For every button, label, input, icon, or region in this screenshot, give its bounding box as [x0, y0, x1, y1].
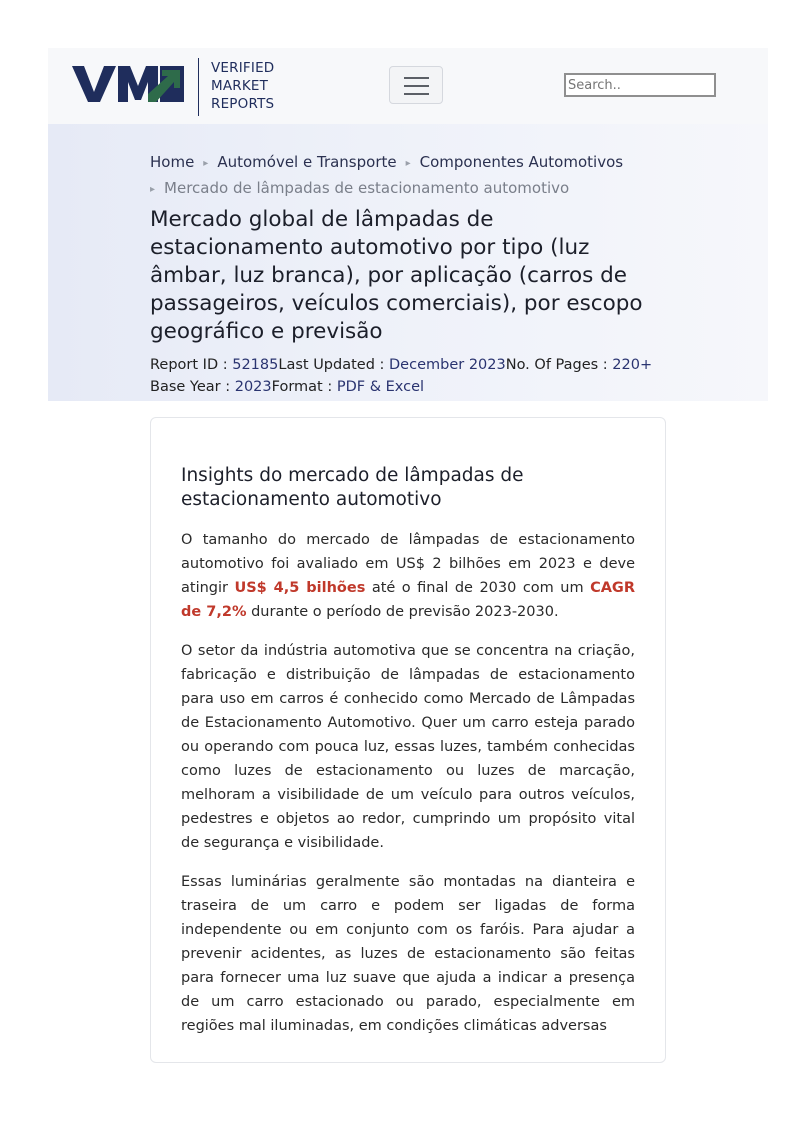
cagr-highlight: CAGR de 7,2%: [181, 580, 635, 620]
brand-wordmark: [211, 59, 274, 113]
format-value: PDF & Excel: [336, 379, 425, 395]
breadcrumb-subcategory[interactable]: Componentes Automotivos: [419, 153, 624, 171]
insights-heading: Insights do mercado de lâmpadas de estacionamento automotivo: [181, 465, 524, 510]
report-hero: [48, 124, 768, 401]
brand-line-3: REPORTS: [211, 96, 275, 112]
report-id-label: Report ID :: [150, 357, 233, 373]
hamburger-icon-bar: [404, 85, 429, 87]
brand-line-2: MARKET: [211, 78, 269, 94]
last-updated-value: December 2023: [389, 357, 506, 373]
insights-body: [181, 528, 635, 1053]
p1-text-c: durante o período de previsão 2023-2030.: [246, 604, 559, 620]
logo-divider: [198, 58, 199, 116]
report-meta: [150, 354, 670, 398]
search-input[interactable]: [564, 73, 716, 97]
report-id-value: 52185: [232, 357, 279, 373]
format-label: Format :: [271, 379, 337, 395]
p1-text-a: O tamanho do mercado de lâmpadas de estacionamento automotivo foi avaliado em US$ 2 bilhões em 2023 e deve atingir: [181, 532, 635, 596]
chevron-right-icon: ▸: [405, 158, 411, 169]
brand-logo[interactable]: [72, 58, 292, 116]
last-updated-label: Last Updated :: [278, 357, 390, 373]
site-header: [48, 48, 768, 125]
insights-paragraph-2: O setor da indústria automotiva que se concentra na criação, fabricação e distribuição de lâmpadas de estacionamento para uso em carros é conhecido como Mercado de Lâmpadas de Estacionamento Automotivo. Quer um carro esteja parado ou operando com pouca luz, essas luzes, também conhecidas como luzes de estacionamento ou luzes de marcação, melhoram a visibilidade de um veículo para outros veículos, pedestres e objetos ao redor, cumprindo um propósito vital de segurança e visibilidade.: [181, 643, 635, 851]
breadcrumb-current: Mercado de lâmpadas de estacionamento automotivo: [164, 179, 570, 197]
hamburger-icon: [404, 77, 429, 79]
pages-value: 220+: [612, 357, 653, 373]
page-title: Mercado global de lâmpadas de estacionamento automotivo por tipo (luz âmbar, luz branca), por aplicação (carros de passageiros, veículos comerciais), por escopo geográfico e previsão: [150, 207, 643, 344]
chevron-right-icon: ▸: [203, 158, 209, 169]
breadcrumb: [150, 150, 670, 202]
chevron-right-icon: ▸: [150, 184, 156, 195]
menu-toggle-button[interactable]: [389, 66, 443, 104]
brand-line-1: VERIFIED: [211, 60, 275, 76]
pages-label: No. Of Pages :: [505, 357, 613, 373]
insights-card: [150, 417, 666, 1063]
insights-paragraph-3: Essas luminárias geralmente são montadas na dianteira e traseira de um carro e podem ser ligadas de forma independente ou em conjunto com os faróis. Para ajudar a prevenir acidentes, as luzes de estacionamento são feitas para fornecer uma luz suave que ajuda a indicar a presença de um carro estacionado ou parado, especialmente em regiões mal iluminadas, em condições climáticas adversas: [181, 874, 635, 1034]
insights-paragraph-1: [181, 528, 635, 624]
hamburger-icon-bar: [404, 93, 429, 95]
breadcrumb-category[interactable]: Automóvel e Transporte: [217, 153, 397, 171]
breadcrumb-home[interactable]: Home: [150, 153, 195, 171]
p1-text-b: até o final de 2030 com um: [365, 580, 591, 596]
vmr-logo-icon: [72, 66, 184, 106]
market-value-highlight: US$ 4,5 bilhões: [234, 580, 366, 596]
base-year-value: 2023: [234, 379, 272, 395]
base-year-label: Base Year :: [150, 379, 235, 395]
